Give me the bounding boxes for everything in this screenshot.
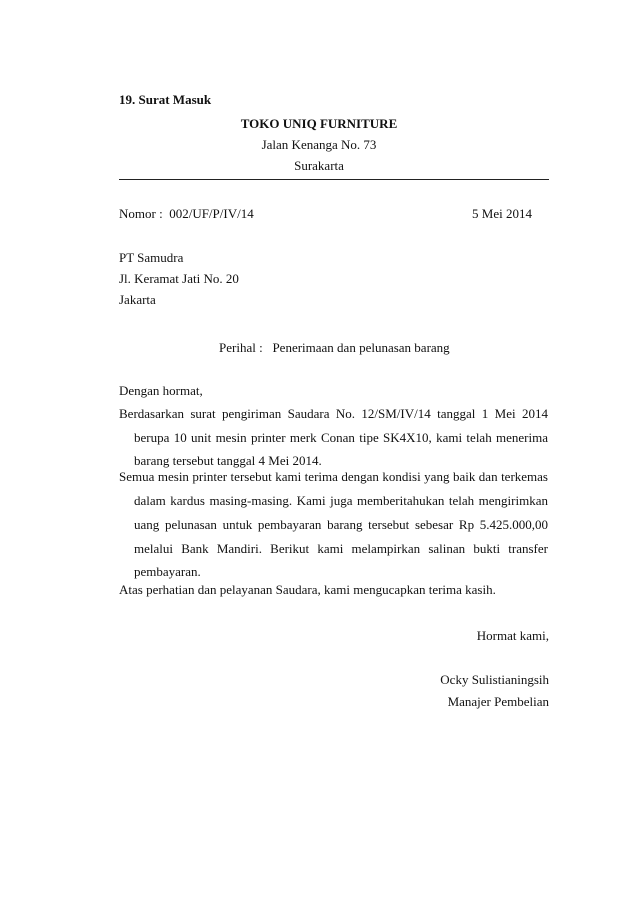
paragraph-1-line-1: Berdasarkan surat pengiriman Saudara No. 12/SM/IV/14 tanggal 1 Mei 2014 [119, 406, 548, 421]
paragraph-1-line-2: berupa 10 unit mesin printer merk Conan tipe SK4X10, kami telah menerima [134, 430, 548, 445]
letter-number-label: Nomor : [119, 206, 163, 221]
subject-line [219, 340, 450, 356]
subject-value: Penerimaan dan pelunasan barang [272, 340, 450, 355]
letterhead-address: Jalan Kenanga No. 73 [261, 137, 377, 152]
letter-number-value: 002/UF/P/IV/14 [169, 206, 254, 221]
signature-closing: Hormat kami, [476, 628, 549, 643]
closing-line: Atas perhatian dan pelayanan Saudara, kami mengucapkan terima kasih. [119, 582, 496, 597]
letter-date: 5 Mei 2014 [472, 206, 532, 221]
paragraph-2-line-4: melalui Bank Mandiri. Berikut kami melampirkan salinan bukti transfer [134, 541, 548, 556]
paragraph-2-line-1: Semua mesin printer tersebut kami terima dengan kondisi yang baik dan terkemas [119, 469, 548, 484]
section-title: 19. Surat Masuk [119, 92, 212, 107]
recipient-street: Jl. Keramat Jati No. 20 [119, 271, 239, 286]
letterhead-company: TOKO UNIQ FURNITURE [240, 116, 398, 131]
subject-label: Perihal : [219, 340, 263, 355]
greeting: Dengan hormat, [119, 383, 203, 398]
paragraph-2-line-3: uang pelunasan untuk pembayaran barang tersebut sebesar Rp 5.425.000,00 [134, 517, 548, 532]
paragraph-1-line-3: barang tersebut tanggal 4 Mei 2014. [134, 453, 322, 468]
recipient-name: PT Samudra [119, 250, 184, 265]
letterhead-divider [119, 179, 549, 180]
recipient-city: Jakarta [119, 292, 156, 307]
letterhead-city: Surakarta [294, 158, 344, 173]
paragraph-2-line-5: pembayaran. [134, 564, 201, 579]
letter-number [119, 206, 254, 222]
signature-name: Ocky Sulistianingsih [440, 672, 549, 687]
signature-title: Manajer Pembelian [447, 694, 549, 709]
paragraph-2-line-2: dalam kardus masing-masing. Kami juga memberitahukan telah mengirimkan [134, 493, 548, 508]
